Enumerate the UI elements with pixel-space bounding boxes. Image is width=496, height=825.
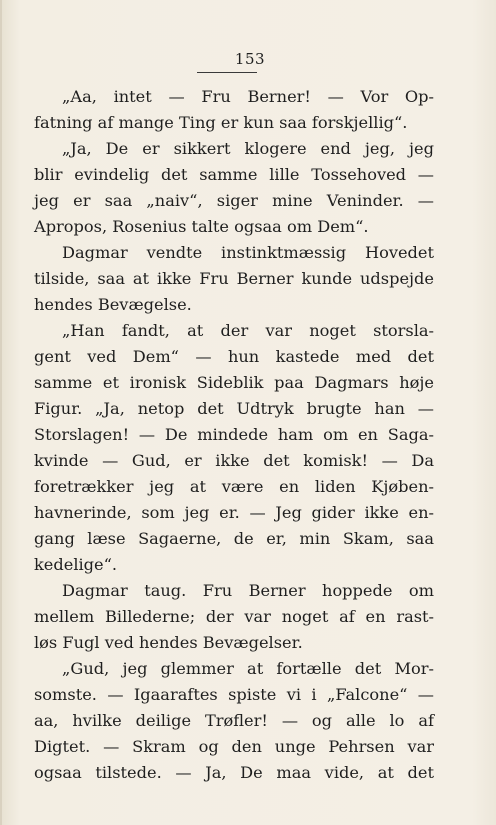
text-line: kvinde — Gud, er ikke det komisk! — Da: [34, 451, 434, 470]
text-line: „Ja, De er sikkert klogere end jeg, jeg: [62, 139, 434, 158]
text-line: samme et ironisk Sideblik paa Dagmars høje: [34, 373, 434, 392]
page-number-rule: [197, 72, 257, 73]
text-line: „Gud, jeg glemmer at fortælle det Mor-: [62, 659, 434, 678]
text-line: Dagmar taug. Fru Berner hoppede om: [62, 581, 434, 600]
text-line: Dagmar vendte instinktmæssig Hovedet: [62, 243, 434, 262]
text-line: „Aa, intet — Fru Berner! — Vor Op-: [62, 87, 434, 106]
text-line: Storslagen! — De mindede ham om en Saga-: [34, 425, 434, 444]
text-line: tilside, saa at ikke Fru Berner kunde udspejde: [34, 269, 434, 288]
text-line: Digtet. — Skram og den unge Pehrsen var: [34, 737, 434, 756]
text-line: „Han fandt, at der var noget storsla-: [62, 321, 434, 340]
text-line: foretrækker jeg at være en liden Kjøben-: [34, 477, 434, 496]
text-line: aa, hvilke deilige Trøfler! — og alle lo af: [34, 711, 434, 730]
text-line: kedelige“.: [34, 555, 118, 574]
text-line: Apropos, Rosenius talte ogsaa om Dem“.: [34, 217, 369, 236]
text-line: havnerinde, som jeg er. — Jeg gider ikke en-: [34, 503, 434, 522]
text-line: hendes Bevægelse.: [34, 295, 192, 314]
text-line: somste. — Igaaraftes spiste vi i „Falcone“ —: [34, 685, 434, 704]
text-line: blir evindelig det samme lille Tossehoved —: [34, 165, 434, 184]
text-line: fatning af mange Ting er kun saa forskjellig“.: [34, 113, 408, 132]
body-text: [34, 84, 434, 786]
page-number: 153: [234, 50, 266, 68]
text-line: løs Fugl ved hendes Bevægelser.: [34, 633, 303, 652]
text-line: Figur. „Ja, netop det Udtryk brugte han —: [34, 399, 434, 418]
text-line: gang læse Sagaerne, de er, min Skam, saa: [34, 529, 434, 548]
text-line: ogsaa tilstede. — Ja, De maa vide, at det: [34, 763, 434, 782]
text-line: jeg er saa „naiv“, siger mine Veninder. —: [34, 191, 434, 210]
text-line: mellem Billederne; der var noget af en rast-: [34, 607, 434, 626]
text-line: gent ved Dem“ — hun kastede med det: [34, 347, 434, 366]
